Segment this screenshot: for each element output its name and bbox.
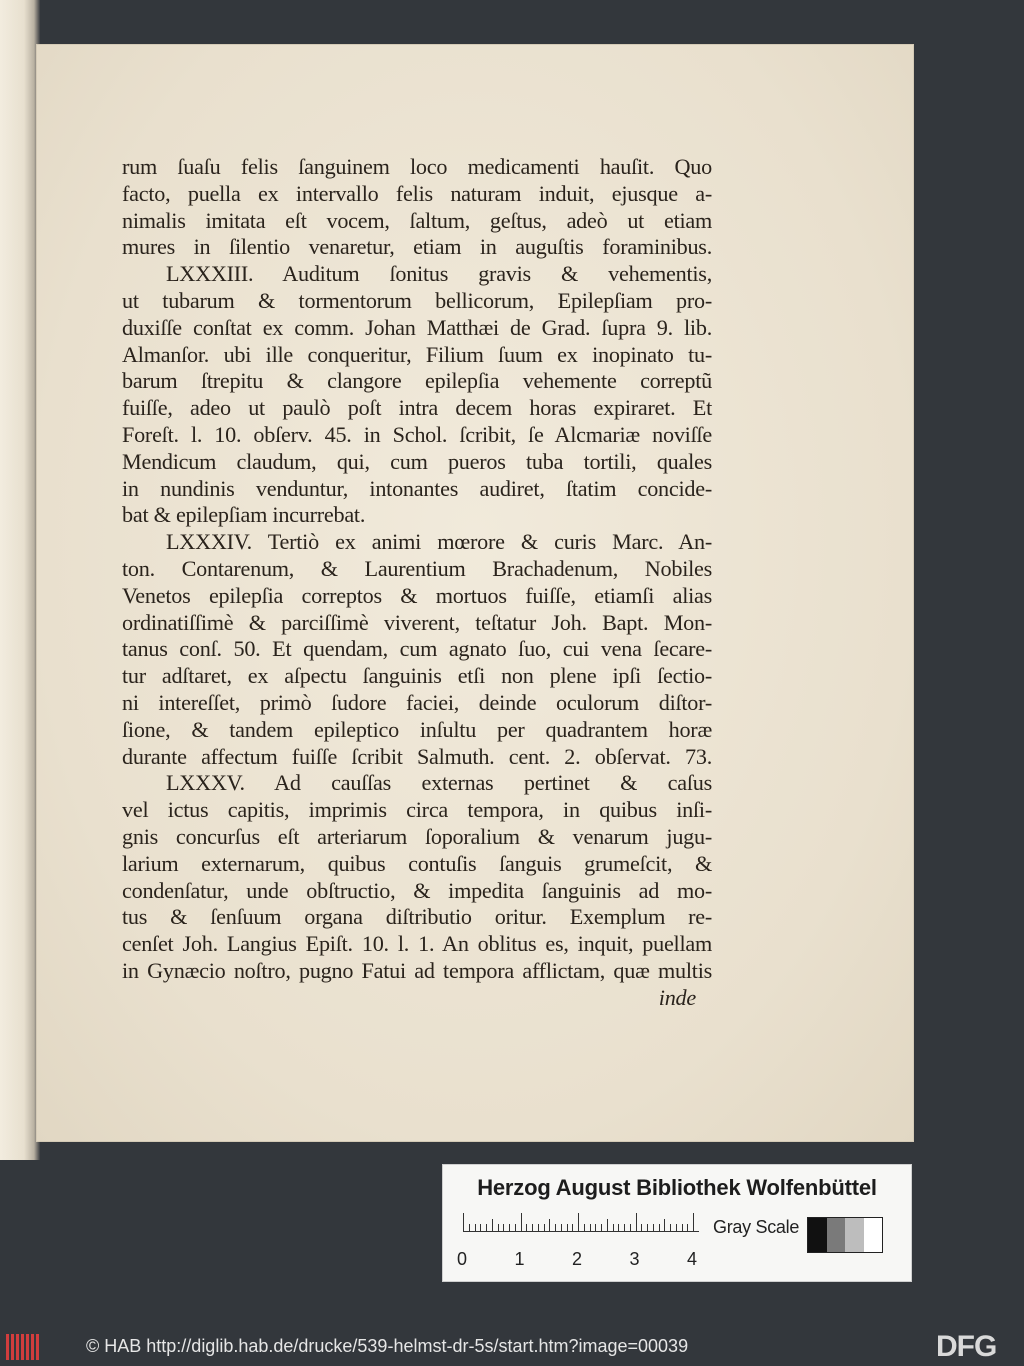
gray-swatch [845,1218,864,1252]
text-line: mures in ſilentio venaretur, etiam in auguſtis foraminibus. [122,234,712,260]
cm-ruler [463,1213,699,1245]
ruler-tick [670,1224,671,1231]
text-line: rum ſuaſu felis ſanguinem loco medicamenti hauſit. Quo [122,154,712,179]
text-line: ut tubarum & tormentorum bellicorum, Epilepſiam pro- [122,287,712,313]
page-text [122,154,712,1012]
gray-scale-swatches [807,1217,883,1253]
text-line: LXXXIII. Auditum ſonitus gravis & vehementis, [166,261,712,287]
dfg-logo: DFG [936,1330,997,1363]
copyright-url[interactable]: © HAB http://diglib.hab.de/drucke/539-helmst-dr-5s/start.htm?image=00039 [86,1336,689,1356]
viewer-footer [0,1328,1024,1366]
text-line: ordinatiſſimè & parciſſimè viverent, teſtatur Joh. Bapt. Mon- [122,609,712,635]
gray-swatch [864,1218,883,1252]
library-name: Herzog August Bibliothek Wolfenbüttel [477,1175,877,1200]
text-line: nimalis imitata eſt vocem, ſaltum, geſtus, adeò ut etiam [122,207,712,233]
ruler-tick [664,1219,665,1231]
gray-swatch [808,1218,827,1252]
ruler-tick [538,1224,539,1231]
ruler-tick [480,1224,481,1231]
text-line: ton. Contarenum, & Laurentium Brachadenum, Nobiles [122,555,712,581]
ruler-tick [682,1224,683,1231]
ruler-tick [544,1224,545,1231]
text-line: durante affectum fuiſſe ſcribit Salmuth. cent. 2. obſervat. 73. [122,743,712,769]
ruler-tick [515,1224,516,1231]
ruler-tick [578,1213,579,1231]
text-line: LXXXIV. Tertiò ex animi mœrore & curis Marc. An- [166,529,712,555]
ruler-number: 1 [514,1249,525,1269]
text-line: ni intereſſet, primò ſudore faciei, deinde oculorum diſtor- [122,689,712,715]
text-line: Mendicum claudum, qui, cum pueros tuba tortili, quales [122,448,712,474]
ruler-tick [607,1219,608,1231]
ruler-number: 0 [457,1249,468,1269]
ruler-tick [647,1224,648,1231]
ruler-number: 4 [687,1249,698,1269]
text-line: in Gynæcio noſtro, pugno Fatui ad tempora afflictam, quæ multis [122,957,712,983]
text-line: inde [658,984,696,1010]
text-line: in nundinis venduntur, intonantes audiret, ſtatim concide- [122,475,712,501]
ruler-tick [475,1224,476,1231]
ruler-tick [492,1219,493,1231]
ruler-tick [549,1219,550,1231]
ruler-tick [521,1213,522,1231]
ruler-tick [486,1224,487,1231]
ruler-tick [601,1224,602,1231]
ruler-tick [659,1224,660,1231]
ruler-tick [653,1224,654,1231]
ruler-tick [624,1224,625,1231]
text-line: Almanſor. ubi ille conqueritur, Filium ſuum ex inopinato tu- [122,341,712,367]
ruler-tick [509,1224,510,1231]
ruler-tick [636,1213,637,1231]
text-line: Foreſt. l. 10. obſerv. 45. in Schol. ſcribit, ſe Alcmariæ noviſſe [122,421,712,447]
ruler-tick [561,1224,562,1231]
ruler-tick [469,1224,470,1231]
ruler-number: 2 [572,1249,583,1269]
ruler-tick [532,1224,533,1231]
text-line: tus & ſenſuum organa diſtributio oritur. Exemplum re- [122,904,712,930]
text-line: Venetos epilepſia correptos & mortuos fuiſſe, etiamſi alias [122,582,712,608]
hab-logo-icon [6,1334,44,1360]
gray-scale-label: Gray Scale [713,1217,800,1237]
ruler-tick [555,1224,556,1231]
document-page [36,44,914,1142]
text-line: fuiſſe, adeo ut paulò poſt intra decem horas expiraret. Et [122,395,712,421]
text-line: vel ictus capitis, imprimis circa tempora, in quibus inſi- [122,797,712,823]
ruler-tick [595,1224,596,1231]
gray-swatch [827,1218,846,1252]
text-line: barum ſtrepitu & clangore epilepſia vehemente correptũ [122,368,712,394]
ruler-tick [630,1224,631,1231]
ruler-tick [584,1224,585,1231]
ruler-tick [676,1224,677,1231]
ruler-tick [618,1224,619,1231]
ruler-tick [590,1224,591,1231]
ruler-tick [687,1224,688,1231]
text-line: larium externarum, quibus contuſis ſanguis grumeſcit, & [122,850,712,876]
text-line: gnis concurſus eſt arteriarum ſoporalium & venarum jugu- [122,823,712,849]
ruler-tick [567,1224,568,1231]
text-line: duxiſſe conſtat ex comm. Johan Matthæi de Grad. ſupra 9. lib. [122,314,712,340]
text-line: tanus conſ. 50. Et quendam, cum agnato ſuo, cui vena ſecare- [122,636,712,662]
ruler-tick [463,1213,464,1231]
text-line: tur adſtaret, ex aſpectu ſanguinis etſi non plene ipſi ſectio- [122,663,712,689]
ruler-number: 3 [629,1249,640,1269]
ruler-tick [641,1224,642,1231]
text-line: bat & epilepſiam incurrebat. [122,502,366,528]
ruler-tick [526,1224,527,1231]
library-color-card [442,1164,912,1282]
ruler-tick [572,1224,573,1231]
ruler-tick [613,1224,614,1231]
ruler-tick [498,1224,499,1231]
text-line: cenſet Joh. Langius Epiſt. 10. l. 1. An oblitus es, inquit, puellam [122,931,712,957]
text-line: LXXXV. Ad cauſſas externas pertinet & caſus [166,770,712,796]
book-spine-edge [0,0,40,1160]
ruler-tick [503,1224,504,1231]
ruler-tick [693,1213,694,1231]
text-line: condenſatur, unde obſtructio, & impedita ſanguinis ad mo- [122,877,712,903]
text-line: ſione, & tandem epileptico inſultu per quadrantem horæ [122,716,712,742]
text-line: facto, puella ex intervallo felis naturam induit, ejusque a- [122,180,712,206]
